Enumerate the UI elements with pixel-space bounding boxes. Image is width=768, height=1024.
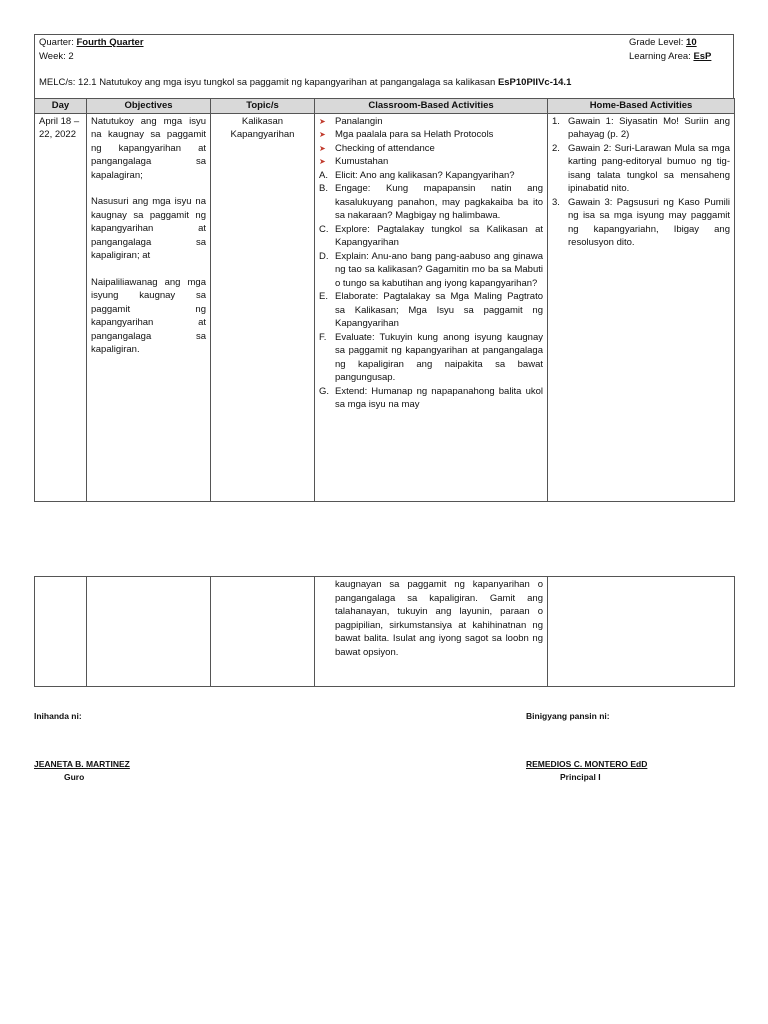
empty-cell <box>35 577 87 687</box>
list-item: ➤ Panalangin <box>319 115 383 127</box>
melc-text: MELC/s: 12.1 Natutukoy ang mga isyu tungkol sa paggamit ng kapangyarihan at pangangalaga sa kalikasan <box>39 77 496 88</box>
list-item: G. Extend: Humanap ng napapanahong balita ukol sa mga isyu na may <box>319 385 543 410</box>
list-item: E. Elaborate: Pagtalakay sa Mga Maling Pagtrato sa Kalikasan; Mga Isyu sa paggamit ng Kapangyarihan <box>319 291 543 329</box>
prepared-label: Inihanda ni: <box>34 711 82 721</box>
melc-line <box>39 76 729 90</box>
list-item: B. Engage: Kung mapapansin natin ang kasalukuyang panahon, may pagkakaiba ba ito sa nakaraan? Magbigay ng halimbawa. <box>319 183 543 221</box>
arrow-bullet-icon: ➤ <box>319 143 326 153</box>
week-label: Week: 2 <box>39 50 74 62</box>
list-item: 2. Gawain 2: Suri-Larawan Mula sa mga karting pang-editoryal bumuo ng tig-isang talata tungkol sa mensaheng ipinabatid nito. <box>552 142 730 194</box>
table-row <box>35 113 735 501</box>
quarter-label: Quarter: <box>39 37 74 48</box>
topic-item: Kapangyarihan <box>230 129 295 140</box>
list-item: D. Explain: Anu-ano bang pang-aabuso ang ginawa ng tao sa kalikasan? Gagamitin mo ba sa Mabuti o tungo sa kabutihan ang iyong kapangyarihan? <box>319 250 543 289</box>
objectives-cell <box>87 113 211 501</box>
grade-line <box>629 36 729 50</box>
list-item: 3. Gawain 3: Pagsusuri ng Kaso Pumili ng isa sa mga isyung may paggamit ng kapangyariahn, Ibigay ang resolusyon dito. <box>552 196 730 248</box>
list-item: F. Evaluate: Tukuyin kung anong isyung kaugnay sa paggamit ng kapangyarihan at pangangalaga ng kapaligiran ang naipakita sa bawat pangungusap. <box>319 331 543 383</box>
melc-code: EsP10PIIVc-14.1 <box>497 77 572 88</box>
noted-label: Binigyang pansin ni: <box>526 711 610 721</box>
objective-item: Naipaliliawanag ang mga isyung kaugnay sa paggamit ng kapangyarihan at pangangalaga sa kapaligiran. <box>91 276 206 355</box>
list-item: ➤ Kumustahan <box>319 156 389 167</box>
quarter-line <box>39 36 144 50</box>
objective-item: Natutukoy ang mga isyu na kaugnay sa paggamit ng kapangyarihan at pangangalaga sa kapalagiran; <box>91 115 206 181</box>
arrow-bullet-icon: ➤ <box>319 157 326 166</box>
empty-cell <box>211 577 315 687</box>
document-header <box>34 34 734 98</box>
header-day: Day <box>35 99 87 114</box>
list-item: 1. Gawain 1: Siyasatin Mo! Suriin ang pahayag (p. 2) <box>552 115 730 140</box>
continuation-text: kaugnayan sa paggamit ng kapanyarihan o pangangalaga sa kapaligiran. Gamit ang talahanayan, tukuyin ang layunin, paraan o pagpipilian, sirkumstansiya at kahihinatnan ng bawat balita. Isulat ang iyong sagot sa loobn ng bawat opsiyon. <box>335 579 543 658</box>
topics-cell <box>211 113 315 501</box>
grade-value: 10 <box>686 37 697 48</box>
prepared-name: JEANETA B. MARTINEZ <box>34 759 130 769</box>
table-header-row <box>35 99 735 114</box>
topic-item: Kalikasan <box>241 115 284 127</box>
area-line <box>629 50 729 64</box>
activity-steps <box>319 169 543 412</box>
routine-list <box>319 115 543 169</box>
list-item: C. Explore: Pagtalakay tungkol sa Kalikasan at Kapangyarihan <box>319 223 543 248</box>
header-topics: Topic/s <box>211 99 315 114</box>
prepared-title: Guro <box>64 772 85 782</box>
header-objectives: Objectives <box>87 99 211 114</box>
grade-label: Grade Level: <box>629 37 684 48</box>
header-home: Home-Based Activities <box>548 99 735 114</box>
arrow-bullet-icon: ➤ <box>319 116 326 126</box>
quarter-value: Fourth Quarter <box>76 37 144 48</box>
home-cell <box>548 113 735 501</box>
table-row <box>35 577 735 687</box>
home-activities <box>552 115 730 250</box>
header-classroom: Classroom-Based Activities <box>315 99 548 114</box>
day-cell: April 18 – 22, 2022 <box>35 113 87 501</box>
list-item: A. Elicit: Ano ang kalikasan? Kapangyarihan? <box>319 169 515 181</box>
continuation-cell <box>315 577 548 687</box>
empty-cell <box>87 577 211 687</box>
classroom-cell <box>315 113 548 501</box>
continuation-table <box>34 576 735 687</box>
noted-name: REMEDIOS C. MONTERO EdD <box>526 759 648 769</box>
area-label: Learning Area: <box>629 50 691 62</box>
lesson-table <box>34 98 735 502</box>
objective-item: Nasusuri ang mga isyu na kaugnay sa paggamit ng kapangyarihan at pangangalaga sa kapaligiran; at <box>91 196 206 261</box>
noted-title: Principal I <box>560 772 601 782</box>
list-item: ➤ Mga paalala para sa Helath Protocols <box>319 129 494 140</box>
list-item: ➤ Checking of attendance <box>319 142 435 154</box>
area-value: EsP <box>693 50 712 62</box>
empty-cell <box>548 577 735 687</box>
arrow-bullet-icon: ➤ <box>319 130 326 139</box>
